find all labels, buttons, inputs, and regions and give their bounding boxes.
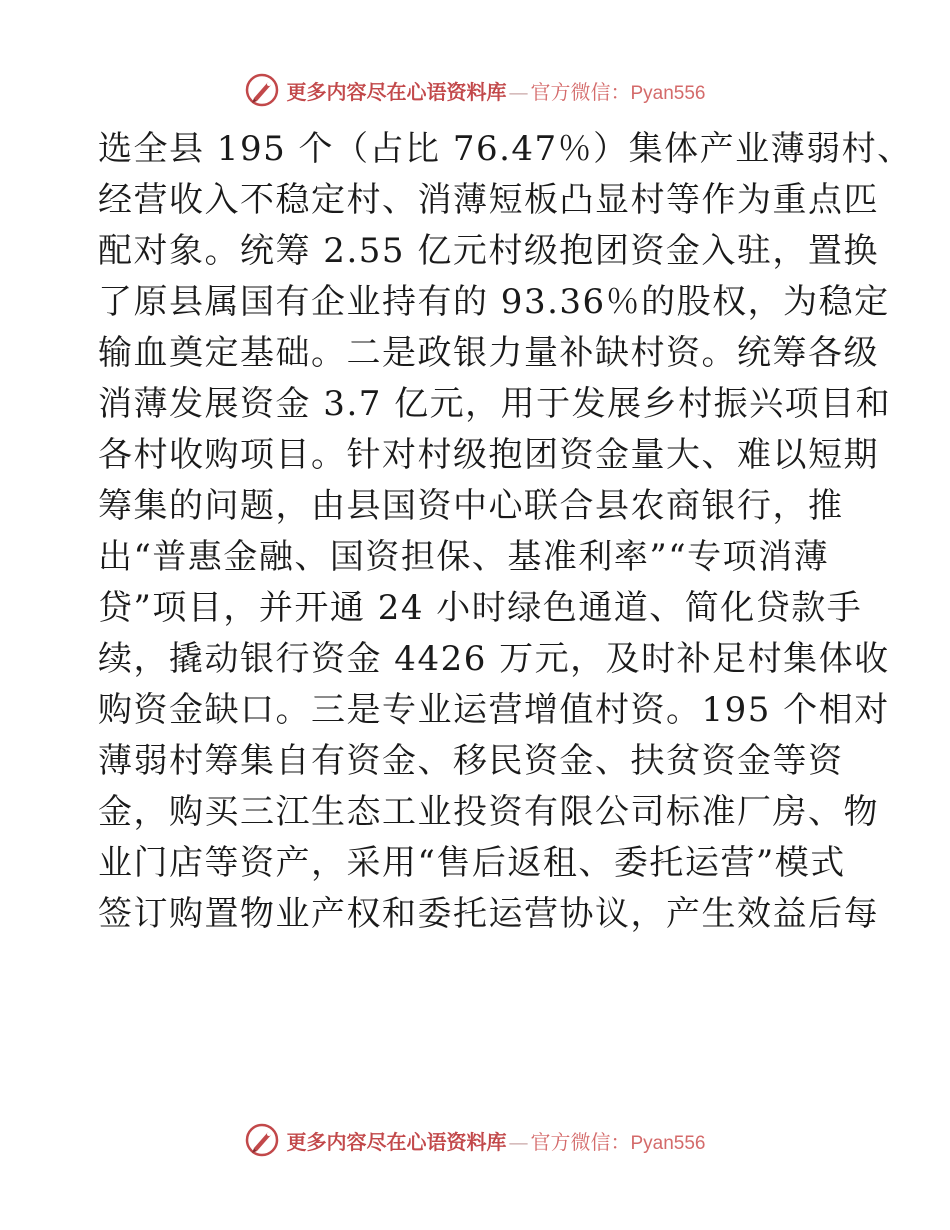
body-line: 业门店等资产，采用“售后返租、委托运营”模式 xyxy=(98,843,846,883)
body-line: 消薄发展资金 3.7 亿元，用于发展乡村振兴项目和 xyxy=(98,384,892,424)
body-line: 购资金缺口。三是专业运营增值村资。195 个相对 xyxy=(98,690,890,730)
body-line: 出“普惠金融、国资担保、基准利率”“专项消薄 xyxy=(98,537,830,577)
body-line: 各村收购项目。针对村级抱团资金量大、难以短期 xyxy=(98,435,879,475)
body-line: 了原县属国有企业持有的 93.36％的股权，为稳定 xyxy=(98,282,890,322)
header-watermark xyxy=(0,70,950,110)
document-body xyxy=(98,124,913,940)
quill-pen-logo-icon xyxy=(244,1122,280,1158)
body-line: 薄弱村筹集自有资金、移民资金、扶贫资金等资 xyxy=(98,741,844,781)
watermark-wechat-label: 官方微信： xyxy=(530,1129,631,1154)
body-line: 配对象。统筹 2.55 亿元村级抱团资金入驻，置换 xyxy=(98,231,879,271)
body-line: 输血奠定基础。二是政银力量补缺村资。统筹各级 xyxy=(98,333,879,373)
body-line: 选全县 195 个（占比 76.47％）集体产业薄弱村、 xyxy=(98,129,913,169)
body-line: 签订购置物业产权和委托运营协议，产生效益后每 xyxy=(98,894,879,934)
watermark-brand: 更多内容尽在心语资料库 xyxy=(286,1129,507,1154)
body-line: 筹集的问题，由县国资中心联合县农商银行，推 xyxy=(98,486,844,526)
body-line: 经营收入不稳定村、消薄短板凸显村等作为重点匹 xyxy=(98,180,879,220)
quill-pen-logo-icon xyxy=(244,72,280,108)
watermark-dash: — xyxy=(508,79,529,104)
body-line: 续，撬动银行资金 4426 万元，及时补足村集体收 xyxy=(98,639,890,679)
watermark-wechat-label: 官方微信： xyxy=(530,79,631,104)
watermark-wechat-id: Pyan556 xyxy=(630,1132,706,1154)
watermark-wechat-id: Pyan556 xyxy=(630,82,706,104)
watermark-brand: 更多内容尽在心语资料库 xyxy=(286,79,507,104)
body-line: 贷”项目，并开通 24 小时绿色通道、简化贷款手 xyxy=(98,588,863,628)
body-line: 金，购买三江生态工业投资有限公司标准厂房、物 xyxy=(98,792,879,832)
watermark-dash: — xyxy=(508,1129,529,1154)
footer-watermark xyxy=(0,1120,950,1160)
